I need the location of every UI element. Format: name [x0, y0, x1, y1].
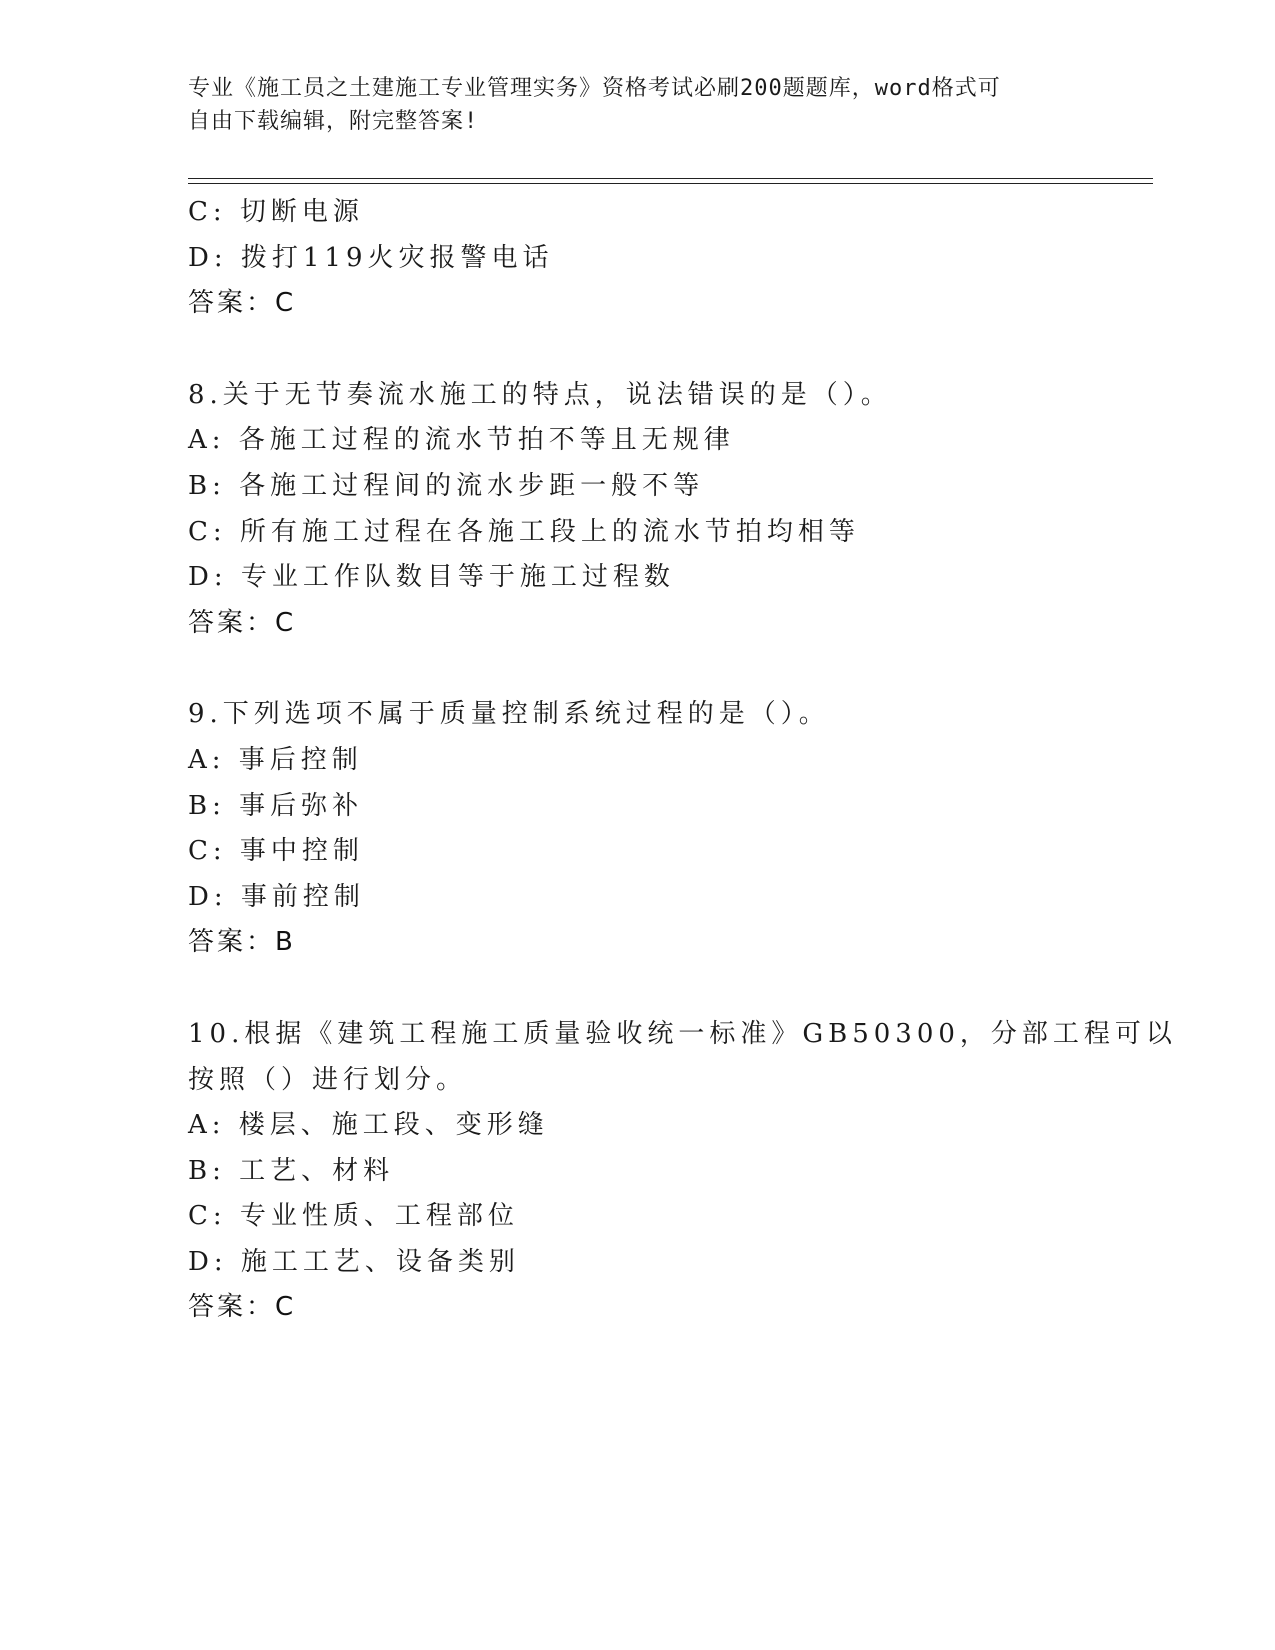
q10-option-c: C: 专业性质、工程部位 — [188, 1201, 519, 1232]
q9-option-a: A: 事后控制 — [188, 744, 363, 775]
q7-answer: 答案：C — [188, 288, 297, 319]
question-7-block — [188, 190, 1088, 327]
question-9-block — [188, 692, 1088, 966]
q8-option-c: C: 所有施工过程在各施工段上的流水节拍均相等 — [188, 516, 860, 547]
header-line-1: 专业《施工员之土建施工专业管理实务》资格考试必刷200题题库，word格式可 — [188, 76, 1001, 101]
header-divider-top — [188, 178, 1153, 179]
header-divider-bottom — [188, 183, 1153, 184]
spacer — [188, 327, 1088, 373]
question-10-block — [188, 1012, 1177, 1331]
q10-option-a: A: 楼层、施工段、变形缝 — [188, 1110, 549, 1141]
spacer — [188, 646, 1088, 692]
q7-option-c: C: 切断电源 — [188, 197, 364, 227]
q9-question: 9.下列选项不属于质量控制系统过程的是（）。 — [188, 699, 830, 730]
q10-question-line-1: 10.根据《建筑工程施工质量验收统一标准》GB50300，分部工程可以 — [188, 1018, 1177, 1049]
question-8-block — [188, 373, 1088, 647]
header-line-2: 自由下载编辑，附完整答案! — [188, 109, 479, 134]
q7-option-d: D: 拨打119火灾报警电话 — [188, 242, 554, 273]
q9-option-c: C: 事中控制 — [188, 836, 364, 867]
q8-answer: 答案：C — [188, 607, 297, 638]
q9-option-b: B: 事后弥补 — [188, 790, 364, 821]
q10-option-d: D: 施工工艺、设备类别 — [188, 1246, 520, 1277]
q8-question: 8.关于无节奏流水施工的特点，说法错误的是（）。 — [188, 379, 892, 410]
document-body — [188, 190, 1177, 1331]
document-header — [188, 72, 1068, 138]
q9-option-d: D: 事前控制 — [188, 881, 365, 912]
q10-option-b: B: 工艺、材料 — [188, 1155, 395, 1186]
q10-question-line-2: 按照（）进行划分。 — [188, 1064, 468, 1095]
q8-option-a: A: 各施工过程的流水节拍不等且无规律 — [188, 425, 735, 456]
q10-answer: 答案：C — [188, 1292, 297, 1323]
q8-option-d: D: 专业工作队数目等于施工过程数 — [188, 562, 675, 593]
spacer — [188, 966, 1088, 1012]
q8-option-b: B: 各施工过程间的流水步距一般不等 — [188, 470, 705, 501]
q9-answer: 答案：B — [188, 927, 296, 958]
